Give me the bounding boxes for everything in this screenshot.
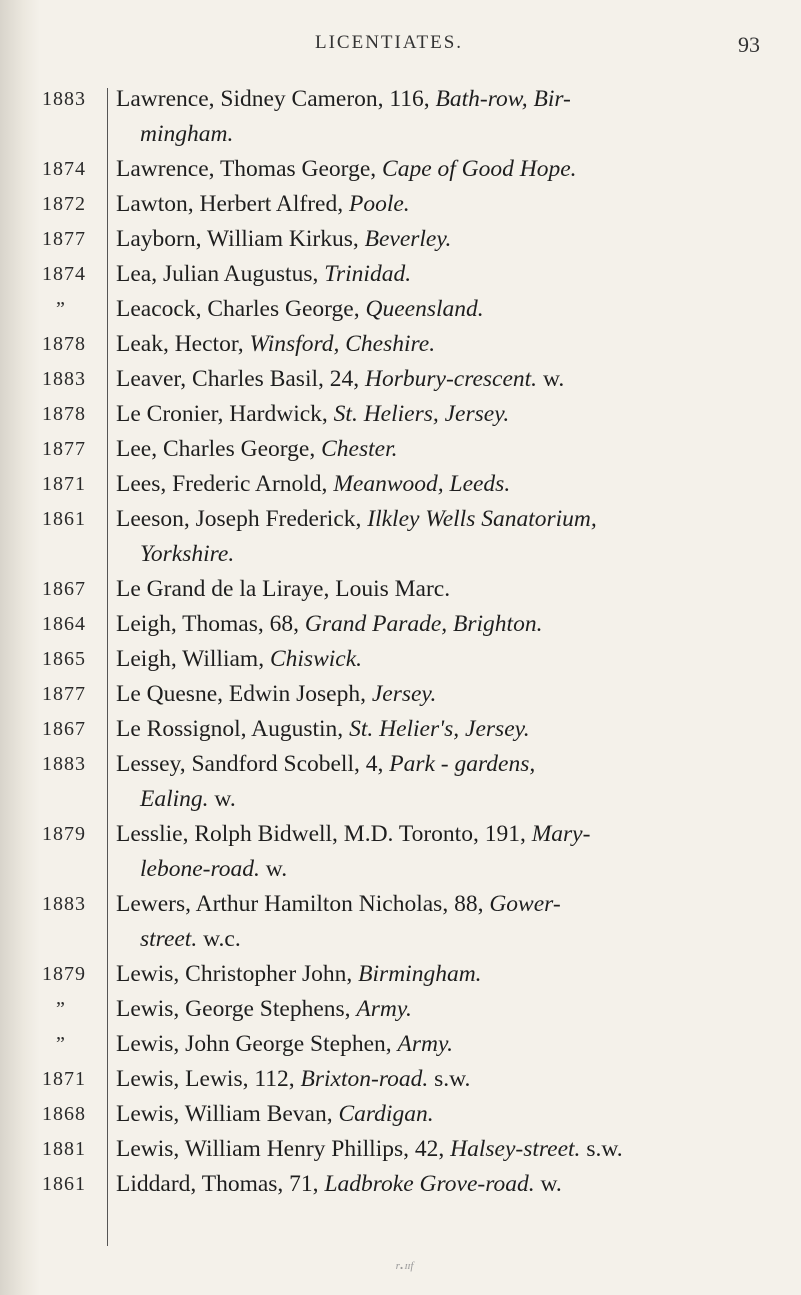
entry-name: Le Quesne, Edwin Joseph, [116, 681, 372, 707]
entry-line [116, 957, 788, 992]
list-item [0, 992, 801, 1027]
entry-year: 1883 [42, 88, 86, 110]
entry-line [116, 1167, 788, 1202]
entry-place: Meanwood, Leeds. [333, 471, 511, 497]
entry-year: 1878 [42, 403, 86, 425]
entry-year: ” [56, 998, 66, 1020]
entry-name: Leaver, Charles Basil, 24, [116, 366, 365, 392]
entry-year: 1879 [42, 823, 86, 845]
entry-line [116, 747, 788, 782]
entry-continuation [116, 922, 801, 957]
entry-line [116, 82, 788, 117]
entry-year: 1874 [42, 263, 86, 285]
entry-place: Queensland. [365, 296, 484, 322]
entry-place: Cardigan. [338, 1101, 434, 1127]
entry-name: Lea, Julian Augustus, [116, 261, 325, 287]
entry-year: 1883 [42, 893, 86, 915]
list-item [0, 572, 801, 607]
entry-year: 1881 [42, 1138, 86, 1160]
entry-name: Lewis, William Henry Phillips, 42, [116, 1136, 451, 1162]
entry-place: Chiswick. [269, 646, 363, 672]
entry-line [116, 607, 788, 642]
entry-name: Lewis, Christopher John, [116, 961, 359, 987]
entry-name: Leak, Hector, [116, 331, 250, 357]
entry-place: Beverley. [364, 226, 452, 252]
running-head: LICENTIATES. [315, 32, 464, 53]
entry-line [116, 572, 788, 607]
list-item [0, 257, 801, 292]
list-item [0, 1132, 801, 1167]
entry-year: ” [56, 298, 66, 320]
list-item [0, 1027, 801, 1062]
entry-district: w. [534, 1171, 562, 1197]
entry-name: Le Grand de la Liraye, Louis Marc. [116, 576, 451, 602]
entry-place: Army. [397, 1031, 454, 1057]
entry-place: Cape of Good Hope. [382, 156, 577, 182]
entry-year: ” [56, 1033, 66, 1055]
entry-year: 1877 [42, 438, 86, 460]
entry-year: 1877 [42, 683, 86, 705]
entry-year: 1864 [42, 613, 86, 635]
list-item [0, 1062, 801, 1097]
entry-district: w. [537, 366, 565, 392]
entry-line [116, 1097, 788, 1132]
entry-line [116, 1132, 788, 1167]
entry-place: Gower- [489, 891, 561, 917]
entry-place: Poole. [348, 191, 410, 217]
entry-name: Leigh, William, [116, 646, 270, 672]
entry-place: Army. [356, 996, 412, 1022]
entry-place: Halsey-street. [450, 1136, 581, 1162]
entry-place-continued: Ealing. [140, 786, 209, 812]
entry-continuation [116, 537, 801, 572]
entry-place: Bath-row, Bir- [435, 86, 571, 112]
list-item [0, 152, 801, 187]
entry-district: w. [208, 786, 236, 812]
entry-year: 1867 [42, 578, 86, 600]
entry-line [116, 1062, 788, 1097]
entry-place-continued: lebone-road. [140, 856, 260, 882]
entry-line [116, 502, 788, 537]
entry-line [116, 397, 788, 432]
entry-line [116, 432, 788, 467]
list-item [0, 397, 801, 432]
list-item [0, 712, 801, 747]
entry-line [116, 292, 788, 327]
entry-place: Park - gardens, [389, 751, 536, 777]
entry-year: 1874 [42, 158, 86, 180]
list-item [0, 432, 801, 467]
list-item [0, 1167, 801, 1202]
pencil-mark: ʳ·ᶦᶦᶠ [395, 1258, 413, 1278]
list-item [0, 677, 801, 712]
entry-place: Grand Parade, Brighton. [304, 611, 543, 637]
entry-name: Leeson, Joseph Frederick, [116, 506, 368, 532]
entry-line [116, 1027, 788, 1062]
entry-name: Le Cronier, Hardwick, [116, 401, 334, 427]
entry-place: St. Heliers, Jersey. [333, 401, 510, 427]
entry-line [116, 222, 788, 257]
list-item [0, 957, 801, 992]
entry-line [116, 467, 788, 502]
entry-name: Lees, Frederic Arnold, [116, 471, 334, 497]
list-item [0, 642, 801, 677]
licentiates-list [0, 82, 801, 1202]
entry-district: s.w. [580, 1136, 623, 1162]
entry-line [116, 362, 788, 397]
entry-name: Liddard, Thomas, 71, [116, 1171, 325, 1197]
entry-place: Birmingham. [358, 961, 482, 987]
entry-name: Lawrence, Sidney Cameron, 116, [116, 86, 436, 112]
entry-place-continued: street. [140, 926, 198, 952]
entry-line [116, 712, 788, 747]
entry-name: Lewis, Lewis, 112, [116, 1066, 301, 1092]
entry-name: Le Rossignol, Augustin, [116, 716, 350, 742]
entry-year: 1867 [42, 718, 86, 740]
entry-name: Leacock, Charles George, [116, 296, 366, 322]
entry-district: s.w. [428, 1066, 471, 1092]
entry-name: Leigh, Thomas, 68, [116, 611, 305, 637]
list-item [0, 467, 801, 502]
list-item [0, 187, 801, 222]
entry-name: Layborn, William Kirkus, [116, 226, 365, 252]
list-item [0, 362, 801, 397]
list-item [0, 607, 801, 642]
entry-line [116, 817, 788, 852]
entry-name: Lawton, Herbert Alfred, [116, 191, 349, 217]
entry-place: Trinidad. [324, 261, 412, 287]
entry-year: 1872 [42, 193, 86, 215]
list-item [0, 747, 801, 817]
entry-year: 1883 [42, 753, 86, 775]
entry-continuation [116, 782, 801, 817]
entry-line [116, 887, 788, 922]
entry-year: 1878 [42, 333, 86, 355]
entry-district: w.c. [197, 926, 241, 952]
entry-year: 1871 [42, 473, 86, 495]
entry-year: 1865 [42, 648, 86, 670]
entry-name: Lee, Charles George, [116, 436, 322, 462]
entry-line [116, 187, 788, 222]
entry-name: Lessey, Sandford Scobell, 4, [116, 751, 390, 777]
list-item [0, 1097, 801, 1132]
entry-line [116, 257, 788, 292]
entry-line [116, 642, 788, 677]
entry-year: 1883 [42, 368, 86, 390]
entry-place-continued: mingham. [140, 121, 234, 147]
entry-name: Lesslie, Rolph Bidwell, M.D. Toronto, 191, [116, 821, 532, 847]
entry-year: 1868 [42, 1103, 86, 1125]
entry-place: Winsford, Cheshire. [249, 331, 436, 357]
entry-line [116, 992, 788, 1027]
entry-name: Lewers, Arthur Hamilton Nicholas, 88, [116, 891, 490, 917]
list-item [0, 817, 801, 887]
entry-year: 1879 [42, 963, 86, 985]
entry-place: Jersey. [371, 681, 437, 707]
list-item [0, 292, 801, 327]
entry-place: Chester. [321, 436, 398, 462]
page-number: 93 [738, 32, 760, 57]
entry-district: w. [259, 856, 288, 882]
entry-place-continued: Yorkshire. [140, 541, 235, 567]
entry-continuation [116, 117, 801, 152]
page-header [0, 32, 801, 62]
entry-place: Brixton-road. [300, 1066, 429, 1092]
entry-place: Horbury-crescent. [365, 366, 538, 392]
entry-place: Mary- [531, 821, 591, 847]
entry-name: Lewis, John George Stephen, [116, 1031, 398, 1057]
entry-year: 1877 [42, 228, 86, 250]
list-item [0, 327, 801, 362]
entry-place: Ladbroke Grove-road. [324, 1171, 535, 1197]
entry-name: Lewis, William Bevan, [116, 1101, 339, 1127]
entry-name: Lawrence, Thomas George, [116, 156, 383, 182]
list-item [0, 502, 801, 572]
list-item [0, 222, 801, 257]
entry-line [116, 152, 788, 187]
entry-continuation [116, 852, 801, 887]
list-item [0, 82, 801, 152]
entry-name: Lewis, George Stephens, [116, 996, 357, 1022]
entry-year: 1861 [42, 1173, 86, 1195]
entry-year: 1861 [42, 508, 86, 530]
list-item [0, 887, 801, 957]
entry-place: Ilkley Wells Sanatorium, [367, 506, 597, 532]
entry-place: St. Helier's, Jersey. [349, 716, 530, 742]
entry-line [116, 327, 788, 362]
entry-year: 1871 [42, 1068, 86, 1090]
entry-line [116, 677, 788, 712]
